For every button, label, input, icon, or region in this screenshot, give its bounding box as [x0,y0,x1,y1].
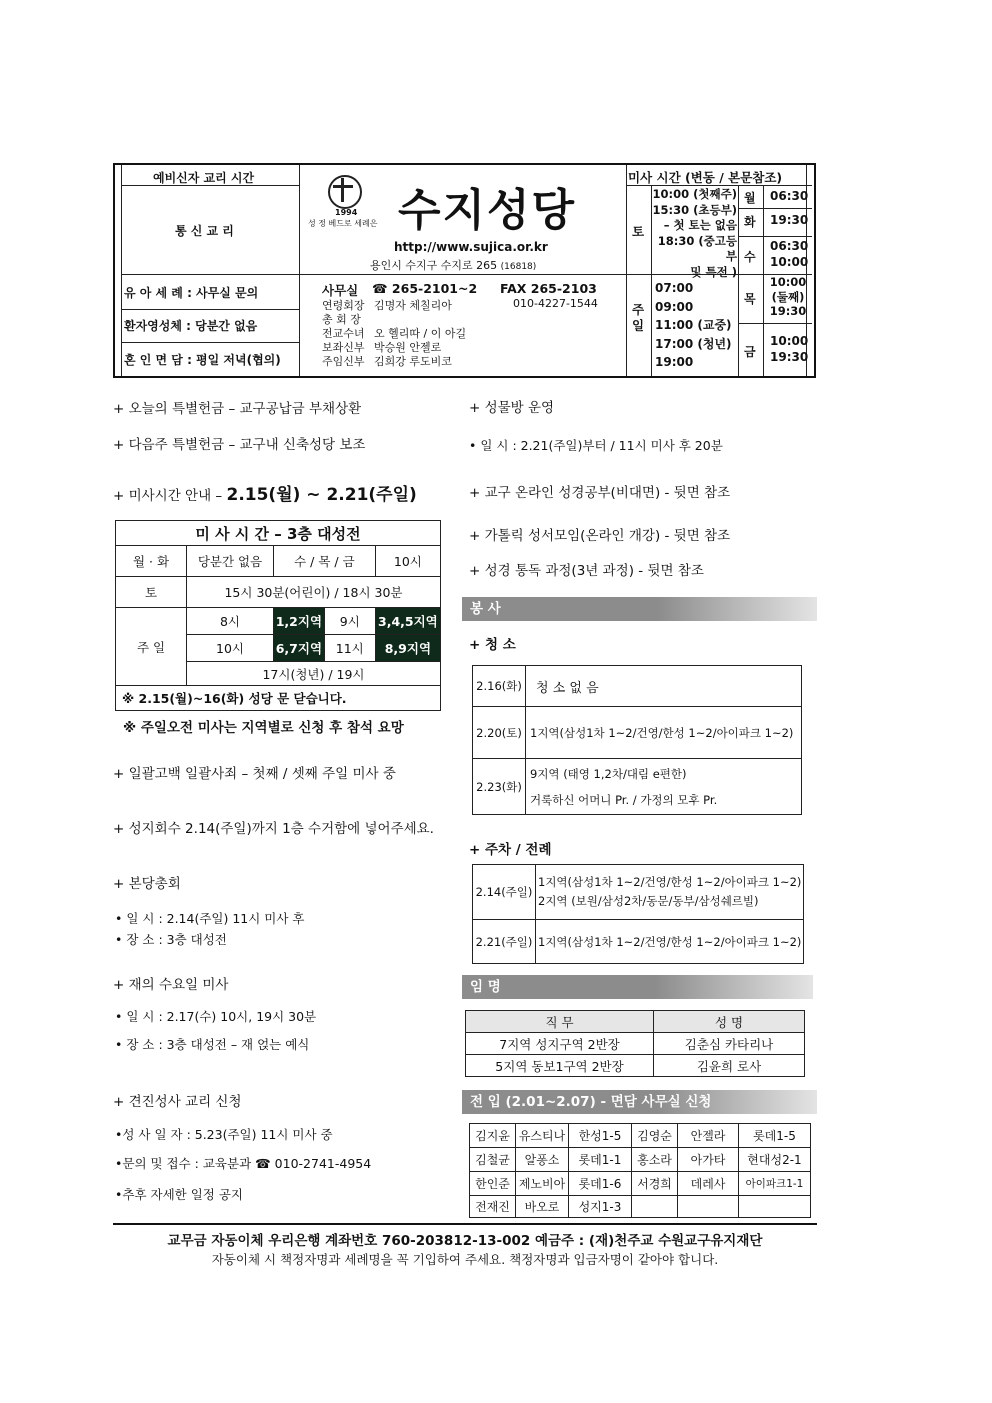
transfer-cell: 유스티나 [516,1124,569,1148]
ash-wednesday-date: • 일 시 : 2.17(수) 10시, 19시 30분 [115,1009,317,1024]
appointment-section-bar: 임 명 [462,975,813,999]
staff-name: 오 헬리따 / 이 아길 [374,327,467,340]
mass-cell: 수 / 목 / 금 [274,546,376,577]
catechism-time-title: 예비신자 교리 시간 [153,171,255,185]
transfer-cell: 전재진 [470,1196,516,1218]
weekday-time: 10:00 (둘째) 19:30 [769,275,807,318]
transfer-cell: 김영순 [632,1124,678,1148]
mass-region-cell: 3,4,5지역 [375,608,440,635]
appointment-name: 김춘심 카타리나 [654,1033,805,1055]
staff-role: 연령회장 [322,299,365,312]
region-note: ※ 주일오전 미사는 지역별로 신청 후 참석 요망 [123,720,404,736]
logo-year: 1994 [335,208,358,217]
sunday-times: 07:00 09:00 11:00 (교중) 17:00 (청년) 19:00 [655,281,732,369]
staff-name: 김명자 체칠리아 [374,299,452,312]
cleaning-date: 2.23(화) [473,759,526,815]
transfer-cell: 한인준 [470,1172,516,1196]
church-address: 용인시 수지구 수지로 265 (16818) [370,259,537,272]
appointment-table [465,1010,805,1077]
church-name: 수지성당 [398,185,577,236]
mass-cell: 15시 30분(어린이) / 18시 30분 [187,577,441,608]
weekday-time: 06:30 [770,189,809,203]
parking-assignment: 1지역(삼성1차 1~2/건영/한성 1~2/아이파크 1~2) [536,920,804,964]
footer-divider [113,1223,817,1225]
transfer-cell: 한성1-5 [569,1124,632,1148]
staff-phone: 010-4227-1544 [513,297,598,310]
mass-time-title: 미사 시간 (변동 / 본문참조) [628,170,783,185]
transfer-cell: 성지1-3 [569,1196,632,1218]
mass-time-table [115,520,441,711]
transfer-cell: 롯데1-6 [569,1172,632,1196]
cleaning-table [472,665,802,815]
church-logo-icon [328,175,362,209]
appointment-role: 5지역 동보1구역 2반장 [466,1055,654,1077]
assembly-date: • 일 시 : 2.14(주일) 11시 미사 후 [115,911,305,926]
weekday-thu: 목 [744,292,756,306]
mass-region-cell: 1,2지역 [274,608,325,635]
mass-notice: + 미사시간 안내 – 2.15(월) ~ 2.21(주일) [113,485,417,505]
appointment-name: 김윤희 로사 [654,1055,805,1077]
mass-table-title: 미 사 시 간 – 3층 대성전 [116,521,441,546]
transfer-cell: 안젤라 [678,1124,739,1148]
weekday-time: 19:30 [770,213,809,227]
cleaning-date: 2.16(화) [473,666,526,707]
confirmation-date: •성 사 일 자 : 5.23(주일) 11시 미사 중 [115,1127,333,1142]
parking-assignment: 1지역(삼성1차 1~2/건영/한성 1~2/아이파크 1~2) 2지역 (보원/삼성2차/동문/동부/삼성쉐르빌) [536,865,804,920]
parking-table [472,864,804,964]
transfer-cell: 롯데1-1 [569,1148,632,1172]
service-section-bar: 봉 사 [462,597,817,621]
weekday-mon: 월 [744,191,756,205]
mass-cell: 17시(청년) / 19시 [187,662,441,686]
staff-role: 총 회 장 [322,313,361,326]
bible-reading-course: + 성경 통독 과정(3년 과정) - 뒷면 참조 [469,563,704,579]
mass-cell: 월 · 화 [116,546,187,577]
transfer-cell: 롯데1-5 [739,1124,811,1148]
office-phone: ☎ 265-2101~2 [372,281,478,296]
confirmation-later: •추후 자세한 일정 공지 [115,1187,243,1202]
mass-cell: 당분간 없음 [187,546,274,577]
cleaning-title: + 청 소 [469,637,516,653]
mass-cell: 11시 [324,635,375,662]
assembly-place: • 장 소 : 3층 대성전 [115,932,227,947]
cross-icon [341,178,344,202]
office-fax: FAX 265-2103 [500,281,597,296]
transfer-cell [739,1196,811,1218]
staff-name: 박승원 안젤로 [374,341,442,354]
parking-date: 2.14(주일) [473,865,536,920]
weekday-fri: 금 [744,345,756,359]
transfer-cell: 김지윤 [470,1124,516,1148]
special-offering-next: + 다음주 특별헌금 – 교구내 신축성당 보조 [113,437,366,453]
mass-cell: 10시 [187,635,274,662]
transfer-cell: 서경희 [632,1172,678,1196]
mass-cell: 9시 [324,608,375,635]
transfer-cell: 김철균 [470,1148,516,1172]
mass-cell: 토 [116,577,187,608]
transfer-cell: 제노비아 [516,1172,569,1196]
transfer-cell: 현대성2-1 [739,1148,811,1172]
cleaning-assignment: 1지역(삼성1차 1~2/건영/한성 1~2/아이파크 1~2) [526,707,802,759]
weekday-wed: 수 [744,250,756,264]
correspondence-course: 통 신 교 리 [175,224,234,238]
mass-region-cell: 8,9지역 [375,635,440,662]
confirmation-title: + 견진성사 교리 신청 [113,1094,242,1110]
gift-shop-title: + 성물방 운영 [469,400,555,416]
confession-notice: + 일괄고백 일괄사죄 – 첫째 / 셋째 주일 미사 중 [113,766,396,782]
cleaning-assignment: 청 소 없 음 [526,666,802,707]
ash-wednesday-place: • 장 소 : 3층 대성전 – 재 얹는 예식 [115,1037,310,1052]
ash-wednesday-title: + 재의 수요일 미사 [113,977,229,993]
office-label: 사무실 [322,283,359,298]
transfer-cell [632,1196,678,1218]
footer-notice: 자동이체 시 책정자명과 세례명을 꼭 기입하여 주세요. 책정자명과 입금자명이 같아야 합니다. [211,1252,719,1267]
transfer-cell: 홍소라 [632,1148,678,1172]
gift-shop-date: • 일 시 : 2.21(주일)부터 / 11시 미사 후 20분 [469,438,723,453]
confirmation-contact: •문의 및 접수 : 교육분과 ☎ 010-2741-4954 [115,1156,372,1171]
weekday-time: 10:00 19:30 [770,334,809,364]
transfer-in-table [469,1123,811,1218]
saturday-times: 10:00 (첫째주) 15:30 (초등부) – 첫 토는 없음 18:30 (중고등부 및 특전 ) [652,187,737,279]
mass-region-cell: 6,7지역 [274,635,325,662]
parking-title: + 주차 / 전례 [469,842,552,858]
cleaning-date: 2.20(토) [473,707,526,759]
mass-table-note: ※ 2.15(월)~16(화) 성당 문 닫습니다. [116,686,441,711]
catholic-bible-group: + 가톨릭 성서모임(온라인 개강) - 뒷면 참조 [469,528,731,544]
logo-name: 성 정 베드로 세례은 [308,219,378,228]
transfer-cell: 아가타 [678,1148,739,1172]
appointment-header: 성 명 [654,1011,805,1033]
mass-cell: 8시 [187,608,274,635]
transfer-cell: 데레사 [678,1172,739,1196]
staff-role: 주임신부 [322,355,365,368]
parking-date: 2.21(주일) [473,920,536,964]
transfer-cell [678,1196,739,1218]
cleaning-assignment: 9지역 (태영 1,2차/대림 e편한) 거룩하신 어머니 Pr. / 가정의 모후 Pr. [526,759,802,815]
transfer-cell: 바오로 [516,1196,569,1218]
staff-name: 김희강 루도비코 [374,355,452,368]
staff-role: 전교수녀 [322,327,365,340]
online-bible-study: + 교구 온라인 성경공부(비대면) - 뒷면 참조 [469,485,731,501]
saturday-label: 토 [632,224,645,239]
transfer-cell: 알퐁소 [516,1148,569,1172]
footer-bank-account: 교무금 자동이체 우리은행 계좌번호 760-203812-13-002 예금주 : (재)천주교 수원교구유지재단 [167,1233,763,1249]
marriage-consult: 혼 인 면 담 : 평일 저녁(협의) [124,353,281,367]
church-url[interactable]: http://www.sujica.or.kr [394,240,548,254]
transfer-in-section-bar: 전 입 (2.01~2.07) - 면담 사무실 신청 [462,1090,817,1114]
mass-cell: 주 일 [116,608,187,686]
appointment-header: 직 무 [466,1011,654,1033]
sunday-label: 주일 [632,302,645,333]
palm-return-notice: + 성지회수 2.14(주일)까지 1층 수거함에 넣어주세요. [113,821,434,837]
staff-role: 보좌신부 [322,341,365,354]
transfer-cell: 아이파크1-1 [739,1172,811,1196]
weekday-time: 06:30 10:00 [770,239,809,269]
assembly-title: + 본당총회 [113,876,181,892]
sick-communion: 환자영성체 : 당분간 없음 [124,319,258,333]
special-offering-today: + 오늘의 특별헌금 – 교구공납금 부채상환 [113,401,362,417]
weekday-tue: 화 [744,215,756,229]
mass-cell: 10시 [375,546,440,577]
appointment-role: 7지역 성지구역 2반장 [466,1033,654,1055]
infant-baptism: 유 아 세 례 : 사무실 문의 [124,286,259,300]
